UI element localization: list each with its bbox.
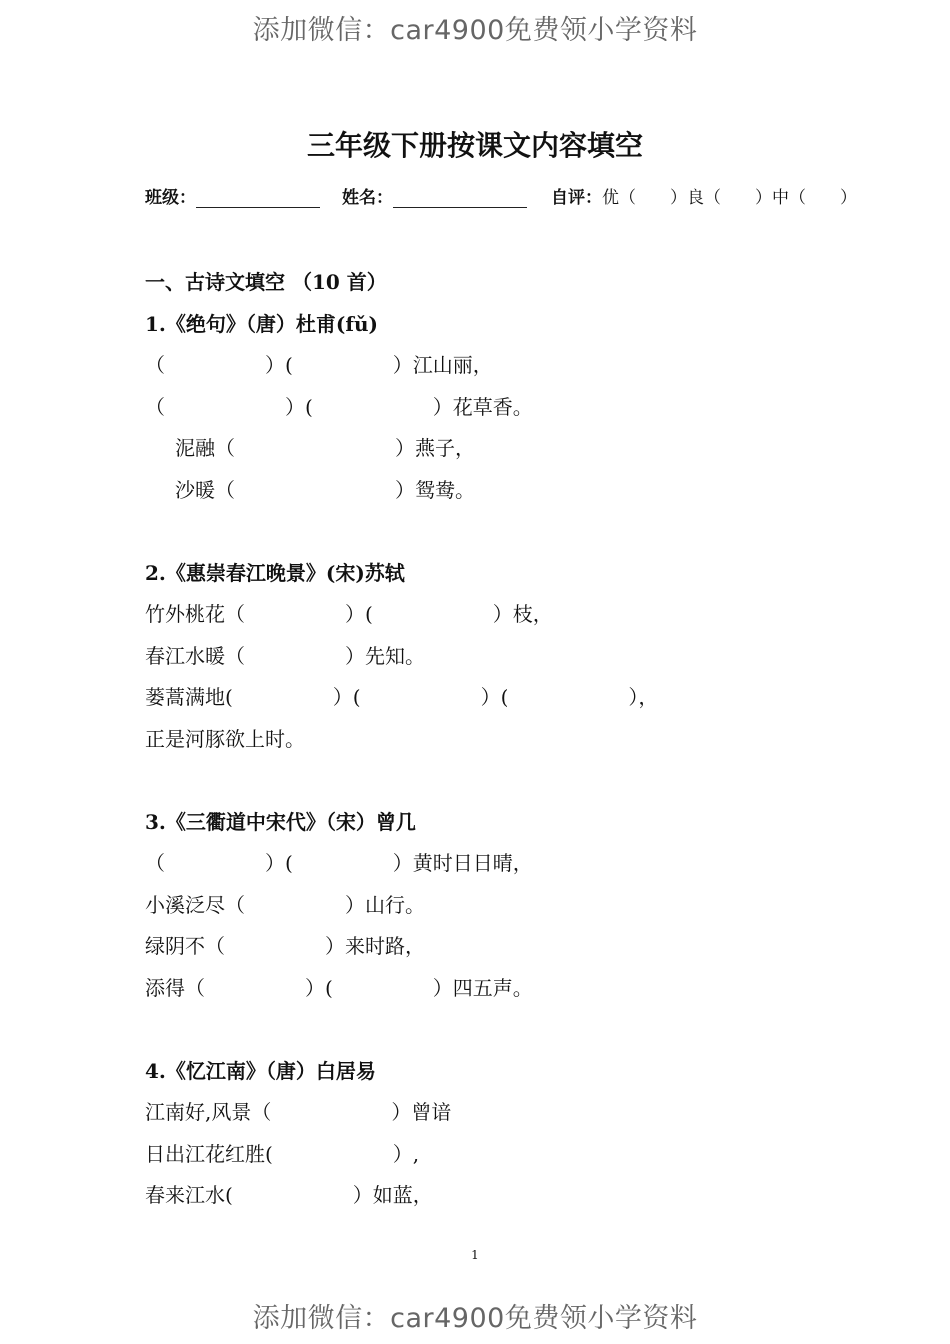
name-field xyxy=(342,183,527,208)
eval-label: 自评： xyxy=(551,188,602,208)
poem-3-line-4: 添得（ ）( ）四五声。 xyxy=(145,976,533,1000)
poem-1-line-2: （ ）( ）花草香。 xyxy=(145,395,533,419)
poem-1-line-3: 泥融（ ）燕子， xyxy=(155,436,475,460)
name-blank xyxy=(393,189,527,208)
page-number: 1 xyxy=(471,1248,479,1262)
class-label: 班级： xyxy=(145,188,196,208)
poem-4-heading: 4.《忆江南》（唐）白居易 xyxy=(145,1059,376,1083)
poem-1-heading: 1.《绝句》（唐）杜甫(fǔ) xyxy=(145,312,378,336)
class-blank xyxy=(196,189,320,208)
poem-2-line-3: 蒌蒿满地( ）( ）( ）， xyxy=(145,685,659,709)
self-evaluation xyxy=(551,183,857,208)
poem-4-line-1: 江南好,风景（ ）曾谙 xyxy=(145,1100,452,1124)
poem-2-line-4: 正是河豚欲上时。 xyxy=(145,727,305,751)
eval-options: 优（ ）良（ ）中（ ） xyxy=(602,188,857,208)
watermark-bottom: 添加微信：car4900免费领小学资料 xyxy=(252,1303,698,1334)
section-heading: 一、古诗文填空 （10 首） xyxy=(145,270,387,294)
name-label: 姓名： xyxy=(342,188,393,208)
poem-3-heading: 3.《三衢道中宋代》（宋）曾几 xyxy=(145,810,416,834)
watermark-top: 添加微信：car4900免费领小学资料 xyxy=(252,15,698,46)
poem-3-line-3: 绿阴不（ ）来时路， xyxy=(145,934,425,958)
poem-1-line-1: （ ）( ）江山丽， xyxy=(145,353,493,377)
page-title: 三年级下册按课文内容填空 xyxy=(306,129,643,162)
poem-2-heading: 2.《惠崇春江晚景》(宋)苏轼 xyxy=(145,561,405,585)
poem-4-line-2: 日出江花红胜( ）, xyxy=(145,1142,420,1166)
poem-1-line-4: 沙暖（ ）鸳鸯。 xyxy=(155,478,475,502)
poem-4-line-3: 春来江水( ）如蓝， xyxy=(145,1183,433,1207)
poem-3-line-1: （ ）( ）黄时日日晴， xyxy=(145,851,533,875)
poem-2-line-1: 竹外桃花（ ）( ）枝， xyxy=(145,602,553,626)
class-field xyxy=(145,183,320,208)
poem-2-line-2: 春江水暖（ ）先知。 xyxy=(145,644,425,668)
poem-3-line-2: 小溪泛尽（ ）山行。 xyxy=(145,893,425,917)
